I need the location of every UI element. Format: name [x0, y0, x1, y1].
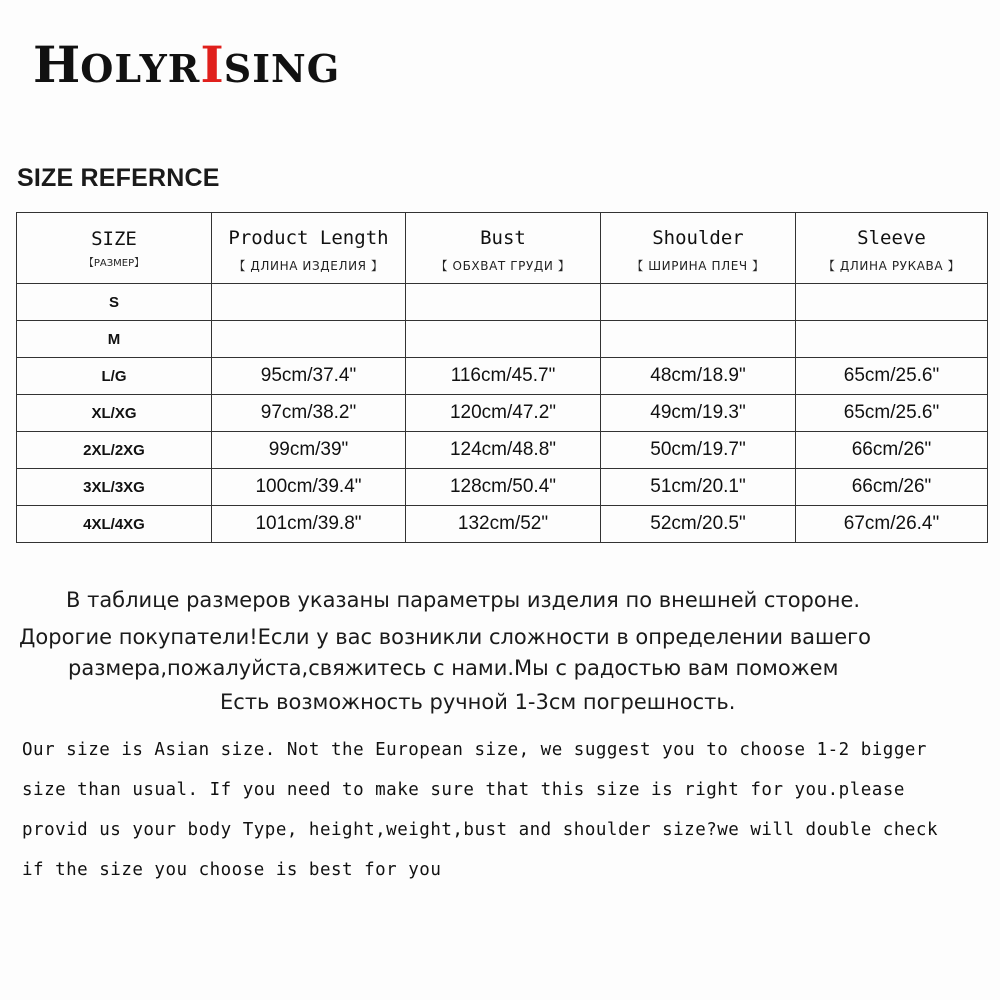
measurement-cell: 99cm/39" [212, 432, 406, 469]
measurement-cell: 116cm/45.7" [406, 358, 601, 395]
measurement-cell: 67cm/26.4" [796, 506, 988, 543]
measurement-cell: 128cm/50.4" [406, 469, 601, 506]
brand-logo [33, 34, 341, 94]
table-row [17, 321, 988, 358]
en-notice-line: Our size is Asian size. Not the European size, we suggest you to choose 1-2 bigger [22, 740, 927, 760]
measurement-cell: 101cm/39.8" [212, 506, 406, 543]
size-table [16, 212, 988, 543]
en-notice-line: provid us your body Type, height,weight,bust and shoulder size?we will double check [22, 820, 938, 840]
size-cell: M [17, 321, 212, 358]
table-row [17, 469, 988, 506]
logo-letters: SING [223, 46, 341, 91]
measurement-cell [601, 284, 796, 321]
measurement-cell: 132cm/52" [406, 506, 601, 543]
ru-notice-line: В таблице размеров указаны параметры изделия по внешней стороне. [66, 588, 861, 612]
column-header [796, 213, 988, 284]
measurement-cell: 124cm/48.8" [406, 432, 601, 469]
column-header-label: SIZE [91, 227, 137, 250]
en-notice-line: size than usual. If you need to make sure that this size is right for you.please [22, 780, 905, 800]
column-header-translation: 【 ОБХВАТ ГРУДИ 】 [435, 258, 571, 273]
column-header-translation: 【 ДЛИНА ИЗДЕЛИЯ 】 [233, 258, 384, 273]
page-title: SIZE REFERNCE [17, 164, 220, 192]
column-header [601, 213, 796, 284]
measurement-cell: 100cm/39.4" [212, 469, 406, 506]
column-header-label: Sleeve [857, 226, 926, 249]
table-row [17, 506, 988, 543]
table-row [17, 432, 988, 469]
size-cell: 2XL/2XG [17, 432, 212, 469]
en-notice-line: if the size you choose is best for you [22, 860, 442, 880]
english-notice [22, 735, 982, 895]
table-row [17, 358, 988, 395]
size-cell: S [17, 284, 212, 321]
measurement-cell [406, 321, 601, 358]
column-header-label: Shoulder [652, 226, 744, 249]
table-row [17, 395, 988, 432]
ru-notice-line: Дорогие покупатели!Если у вас возникли сложности в определении вашего [19, 625, 872, 649]
ru-notice-line: Есть возможность ручной 1-3см погрешность. [220, 690, 736, 714]
table-row [17, 284, 988, 321]
column-header-label: Bust [480, 226, 526, 249]
measurement-cell: 65cm/25.6" [796, 395, 988, 432]
measurement-cell: 97cm/38.2" [212, 395, 406, 432]
logo-letters: OLYR [80, 46, 201, 91]
measurement-cell: 51cm/20.1" [601, 469, 796, 506]
measurement-cell: 66cm/26" [796, 469, 988, 506]
column-header-translation: 【РАЗМЕР】 [83, 257, 145, 269]
column-header [17, 213, 212, 284]
measurement-cell: 120cm/47.2" [406, 395, 601, 432]
size-cell: 3XL/3XG [17, 469, 212, 506]
measurement-cell: 95cm/37.4" [212, 358, 406, 395]
size-cell: L/G [17, 358, 212, 395]
measurement-cell: 48cm/18.9" [601, 358, 796, 395]
measurement-cell [212, 284, 406, 321]
logo-letters: H [33, 35, 81, 94]
measurement-cell [601, 321, 796, 358]
column-header [406, 213, 601, 284]
measurement-cell [212, 321, 406, 358]
measurement-cell [796, 284, 988, 321]
column-header [212, 213, 406, 284]
table-header-row [17, 213, 988, 284]
measurement-cell: 52cm/20.5" [601, 506, 796, 543]
ru-notice-line: размера,пожалуйста,свяжитесь с нами.Мы с радостью вам поможем [68, 656, 839, 680]
column-header-label: Product Length [228, 226, 389, 249]
measurement-cell [406, 284, 601, 321]
measurement-cell: 66cm/26" [796, 432, 988, 469]
logo-letters: I [200, 35, 224, 94]
measurement-cell: 50cm/19.7" [601, 432, 796, 469]
size-cell: XL/XG [17, 395, 212, 432]
size-cell: 4XL/4XG [17, 506, 212, 543]
column-header-translation: 【 ДЛИНА РУКАВА 】 [822, 258, 961, 273]
measurement-cell: 49cm/19.3" [601, 395, 796, 432]
column-header-translation: 【 ШИРИНА ПЛЕЧ 】 [631, 258, 765, 273]
measurement-cell: 65cm/25.6" [796, 358, 988, 395]
measurement-cell [796, 321, 988, 358]
